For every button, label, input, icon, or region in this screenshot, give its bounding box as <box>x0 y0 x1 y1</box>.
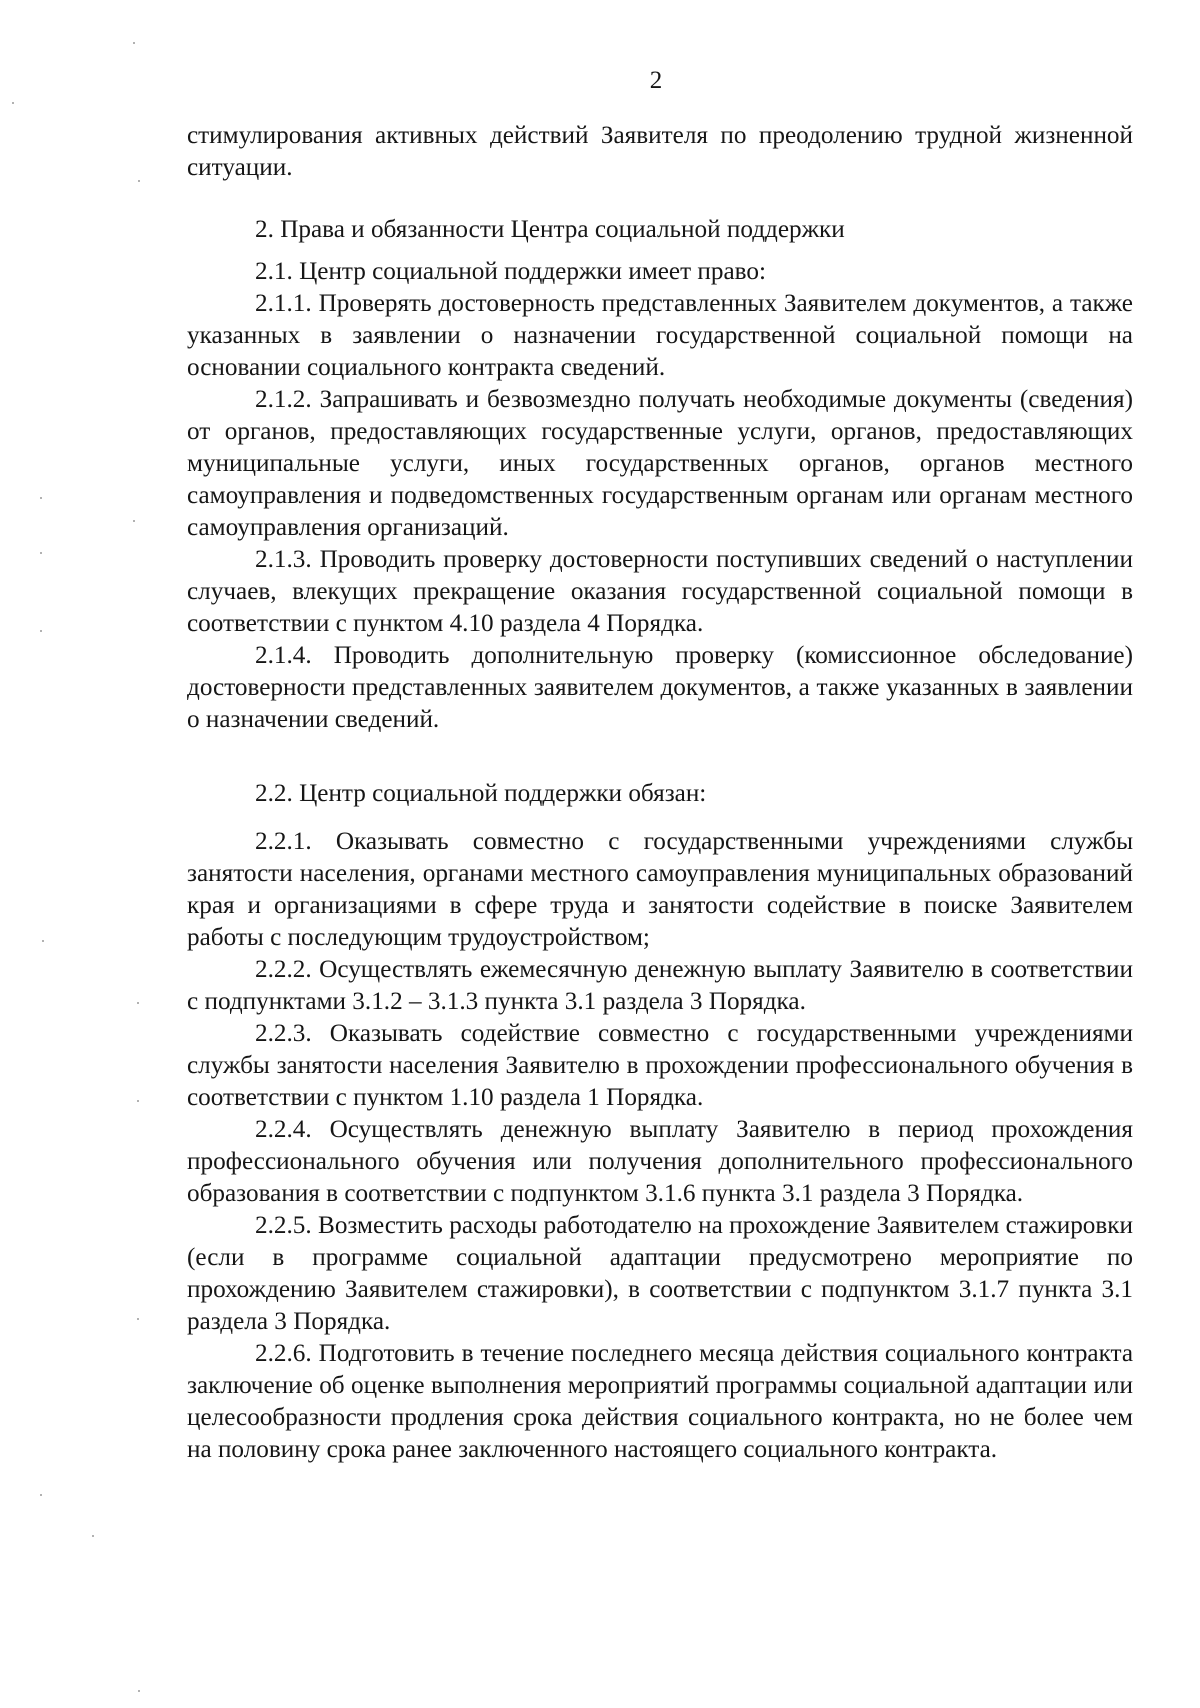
page-number: 2 <box>649 67 663 94</box>
scan-speck <box>40 630 42 632</box>
scan-speck <box>133 520 135 522</box>
clause-2-2-6: 2.2.6. Подготовить в течение последнего месяца действия социального контракта заключение об оценке выполнения мероприятий программы социальной адаптации или целесообразности продления срока действия социального контракта, но не более чем на половину срока ранее заключенного настоящего социального контракта. <box>187 1340 1133 1463</box>
scan-speck <box>42 940 44 942</box>
scan-speck <box>92 1535 94 1537</box>
scan-speck <box>137 1002 139 1004</box>
scan-speck <box>138 180 140 182</box>
clause-2-1-4: 2.1.4. Проводить дополнительную проверку (комиссионное обследование) достоверности представленных заявителем документов, а также указанных в заявлении о назначении сведений. <box>187 642 1133 733</box>
scan-speck <box>133 42 135 44</box>
scan-speck <box>137 1318 139 1320</box>
subsection-heading-duties: 2.2. Центр социальной поддержки обязан: <box>255 780 707 807</box>
clause-2-2-2: 2.2.2. Осуществлять ежемесячную денежную выплату Заявителю в соответствии с подпунктами 3.1.2 – 3.1.3 пункта 3.1 раздела 3 Порядка. <box>187 956 1133 1015</box>
scan-speck <box>137 1100 139 1102</box>
paragraph-continuation: стимулирования активных действий Заявителя по преодолению трудной жизненной ситуации. <box>187 122 1133 181</box>
clause-2-2-3: 2.2.3. Оказывать содействие совместно с государственными учреждениями службы занятости населения Заявителю в прохождении профессионального обучения в соответствии с пунктом 1.10 раздела 1 Порядка. <box>187 1020 1133 1111</box>
scan-speck <box>40 552 42 554</box>
document-body <box>187 120 1133 1466</box>
subsection-heading-rights: 2.1. Центр социальной поддержки имеет право: <box>255 258 766 285</box>
scan-speck <box>12 102 14 104</box>
clause-2-1-1: 2.1.1. Проверять достоверность представленных Заявителем документов, а также указанных в заявлении о назначении государственной социальной помощи на основании социального контракта сведений. <box>187 290 1133 381</box>
clause-2-1-2: 2.1.2. Запрашивать и безвозмездно получать необходимые документы (сведения) от органов, предоставляющих государственные услуги, органов, предоставляющих муниципальные услуги, иных государственных органов, органов местного самоуправления и подведомственных государственным органам или органам местного самоуправления организаций. <box>187 386 1133 541</box>
clause-2-2-1: 2.2.1. Оказывать совместно с государственными учреждениями службы занятости населения, органами местного самоуправления муниципальных образований края и организациями в сфере труда и занятости содействие в поиске Заявителем работы с последующим трудоустройством; <box>187 828 1133 951</box>
section-heading: 2. Права и обязанности Центра социальной поддержки <box>255 216 845 243</box>
clause-2-2-4: 2.2.4. Осуществлять денежную выплату Заявителю в период прохождения профессионального обучения или получения дополнительного профессионального образования в соответствии с подпунктом 3.1.6 пункта 3.1 раздела 3 Порядка. <box>187 1116 1133 1207</box>
scan-speck <box>138 1690 140 1692</box>
scan-speck <box>40 497 42 499</box>
scan-speck <box>40 1494 42 1496</box>
clause-2-2-5: 2.2.5. Возместить расходы работодателю на прохождение Заявителем стажировки (если в программе социальной адаптации предусмотрено мероприятие по прохождению Заявителем стажировки), в соответствии с подпунктом 3.1.7 пункта 3.1 раздела 3 Порядка. <box>187 1212 1133 1335</box>
clause-2-1-3: 2.1.3. Проводить проверку достоверности поступивших сведений о наступлении случаев, влекущих прекращение оказания государственной социальной помощи в соответствии с пунктом 4.10 раздела 4 Порядка. <box>187 546 1133 637</box>
